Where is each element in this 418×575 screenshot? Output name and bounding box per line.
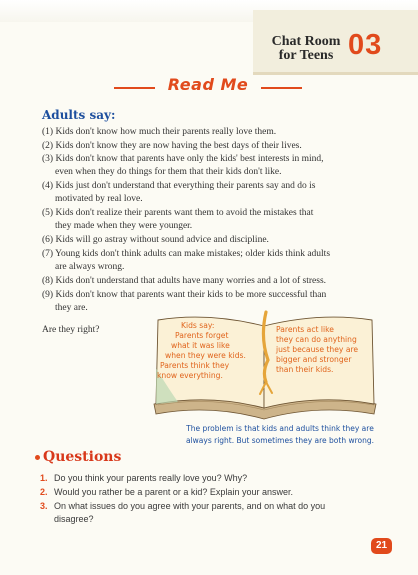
question-number: 2. (40, 487, 48, 497)
question-item (40, 472, 370, 485)
unit-number: 03 (348, 29, 383, 61)
statement-text: Kids don't know that parents want their kids to be more successful than (55, 290, 327, 300)
statement-text-cont: they made when they were younger. (55, 221, 193, 232)
statement-item (42, 126, 382, 139)
book-left-line: what it was like (171, 341, 230, 350)
statement-number: (2) (42, 141, 54, 151)
statement-text-cont: they are. (55, 303, 88, 314)
book-left-line: Kids say: (181, 321, 215, 330)
questions-heading (35, 449, 121, 465)
statement-text: Kids don't understand that adults have many worries and a lot of stress. (55, 276, 327, 286)
statement-item (42, 207, 382, 234)
statement-text-cont: motivated by real love. (55, 194, 143, 205)
statement-text: Kids don't know that parents have only the kids' best interests in mind, (55, 154, 324, 164)
question-number: 1. (40, 473, 48, 483)
book-right-line: just because they are (276, 345, 359, 354)
statement-text: Kids don't know they are now having the best days of their lives. (55, 141, 302, 151)
statement-number: (5) (42, 208, 54, 218)
statement-number: (4) (42, 181, 54, 191)
statement-text: Kids don't know how much their parents really love them. (55, 127, 277, 137)
caption-line: The problem is that kids and adults think they are (186, 424, 374, 433)
book-right-line: they can do anything (276, 335, 357, 344)
question-text: Would you rather be a parent or a kid? Explain your answer. (54, 487, 293, 497)
statement-item (42, 140, 382, 153)
statement-text: Kids don't realize their parents want them to avoid the mistakes that (55, 208, 314, 218)
statement-number: (9) (42, 290, 54, 300)
statement-item (42, 153, 382, 180)
statement-item (42, 275, 382, 288)
question-text-cont: disagree? (54, 513, 94, 524)
statement-number: (1) (42, 127, 54, 137)
statement-number: (7) (42, 249, 54, 259)
book-right-line: bigger and stronger (276, 355, 352, 364)
statement-text: Kids will go astray without sound advice and discipline. (55, 235, 269, 245)
tag-line-1: Chat Room (271, 34, 341, 49)
page-number: 21 (371, 538, 392, 554)
book-left-line: when they were kids. (165, 351, 246, 360)
book-left-line: know everything. (157, 371, 223, 380)
book-right-line: Parents act like (276, 325, 334, 334)
statement-text-cont: even when they do things for them that their kids don't like. (55, 167, 282, 178)
open-book-illustration (148, 308, 383, 423)
statement-item (42, 248, 382, 275)
statement-item (42, 180, 382, 207)
statement-text: Young kids don't think adults can make mistakes; older kids think adults (55, 249, 331, 259)
statement-number: (8) (42, 276, 54, 286)
book-caption (180, 423, 380, 447)
book-left-line: Parents forget (175, 331, 229, 340)
tag-line-2: for Teens (278, 48, 334, 63)
statement-item (42, 234, 382, 247)
question-number: 3. (40, 501, 48, 511)
title-rule-left (114, 87, 155, 89)
book-right-line: than their kids. (276, 365, 334, 374)
question-prompt: Are they right? (42, 325, 100, 335)
section-title: Read Me (167, 75, 249, 94)
question-item (40, 500, 370, 525)
title-rule-right (261, 87, 302, 89)
statement-text: Kids just don't understand that everything their parents say and do is (55, 181, 316, 191)
question-text: Do you think your parents really love you? Why? (54, 473, 248, 483)
bullet-dot-icon (35, 455, 40, 460)
question-text: On what issues do you agree with your parents, and on what do you (54, 501, 326, 511)
chat-room-tag-text (267, 35, 345, 63)
caption-line: always right. But sometimes they are both wrong. (185, 436, 375, 445)
questions-heading-text: Questions (43, 449, 122, 465)
question-item (40, 486, 370, 499)
adults-say-heading: Adults say: (42, 108, 116, 122)
book-left-line: Parents think they (160, 361, 230, 370)
statement-number: (6) (42, 235, 54, 245)
statement-text-cont: are always wrong. (55, 262, 125, 273)
statement-number: (3) (42, 154, 54, 164)
